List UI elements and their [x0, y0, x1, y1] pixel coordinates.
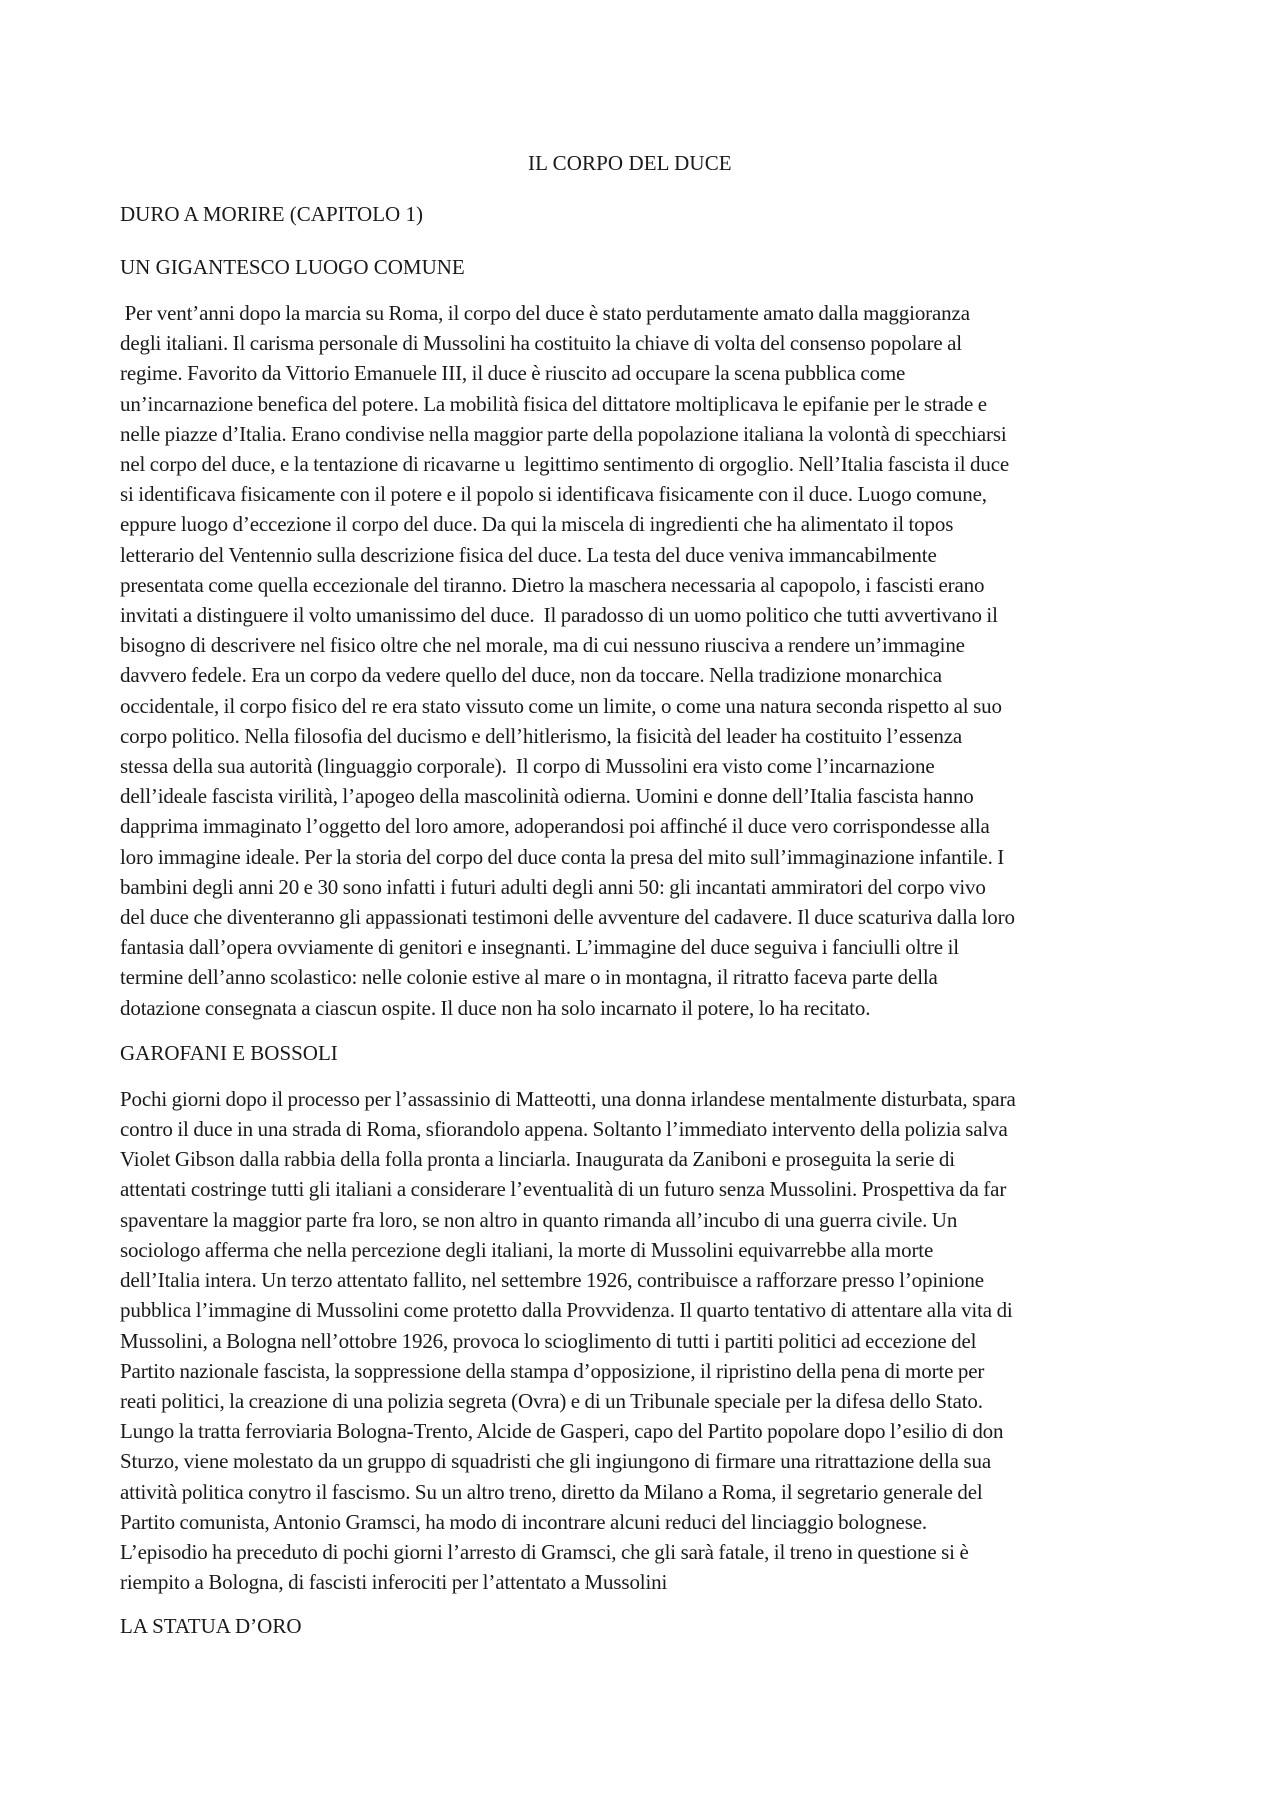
text-line: presentata come quella eccezionale del tiranno. Dietro la maschera necessaria al capopolo, i fascisti erano [120, 572, 985, 597]
text-line: corpo politico. Nella filosofia del ducismo e dell’hitlerismo, la fisicità del leader ha costituito l’essenza [120, 723, 963, 748]
text-line: Lungo la tratta ferroviaria Bologna-Trento, Alcide de Gasperi, capo del Partito popolare dopo l’esilio di don [120, 1419, 1004, 1444]
text-line: pubblica l’immagine di Mussolini come protetto dalla Provvidenza. Il quarto tentativo di attentare alla vita di [120, 1298, 1013, 1323]
text-line: degli italiani. Il carisma personale di Mussolini ha costituito la chiave di volta del consenso popolare al [120, 331, 962, 356]
text-line: bambini degli anni 20 e 30 sono infatti i futuri adulti degli anni 50: gli incantati ammiratori del corpo vivo [120, 874, 986, 899]
text-line: Pochi giorni dopo il processo per l’assassinio di Matteotti, una donna irlandese mentalmente disturbata, spara [120, 1086, 1016, 1111]
text-line: Partito comunista, Antonio Gramsci, ha modo di incontrare alcuni reduci del linciaggio bolognese. [120, 1509, 928, 1534]
text-line: letterario del Ventennio sulla descrizione fisica del duce. La testa del duce veniva immancabilmente [120, 542, 937, 567]
text-line: nel corpo del duce, e la tentazione di ricavarne u legittimo sentimento di orgoglio. Nell’Italia fascista il duce [120, 452, 1010, 477]
text-line: riempito a Bologna, di fascisti inferociti per l’attentato a Mussolini [120, 1570, 668, 1595]
text-line: dell’Italia intera. Un terzo attentato fallito, nel settembre 1926, contribuisce a rafforzare presso l’opinione [120, 1268, 984, 1293]
section-heading-luogo-comune: UN GIGANTESCO LUOGO COMUNE [120, 255, 465, 279]
text-line: attività politica conytro il fascismo. Su un altro treno, diretto da Milano a Roma, il segretario generale del [120, 1479, 983, 1504]
text-line: dell’ideale fascista virilità, l’apogeo della mascolinità odierna. Uomini e donne dell’Italia fascista hanno [120, 784, 974, 809]
text-line: sociologo afferma che nella percezione degli italiani, la morte di Mussolini equivarrebbe alla morte [120, 1237, 934, 1262]
section-heading-garofani: GAROFANI E BOSSOLI [120, 1040, 338, 1065]
text-line: fantasia dall’opera ovviamente di genitori e insegnanti. L’immagine del duce seguiva i fanciulli oltre il [120, 935, 959, 960]
text-line: spaventare la maggior parte fra loro, se non altro in quanto rimanda all’incubo di una guerra civile. Un [120, 1207, 958, 1232]
text-line: loro immagine ideale. Per la storia del corpo del duce conta la presa del mito sull’immaginazione infantile. I [120, 844, 1005, 869]
text-line: regime. Favorito da Vittorio Emanuele III, il duce è riuscito ad occupare la scena pubblica come [120, 361, 906, 386]
text-line: dotazione consegnata a ciascun ospite. Il duce non ha solo incarnato il potere, lo ha recitato. [120, 995, 871, 1020]
document-title: IL CORPO DEL DUCE [528, 151, 732, 175]
text-line: Partito nazionale fascista, la soppressione della stampa d’opposizione, il ripristino della pena di morte per [120, 1358, 985, 1383]
text-line: Violet Gibson dalla rabbia della folla pronta a linciarla. Inaugurata da Zaniboni e proseguita la serie di [120, 1147, 955, 1172]
text-line: invitati a distinguere il volto umanissimo del duce. Il paradosso di un uomo politico che tutti avvertivano il [120, 603, 998, 628]
text-line: bisogno di descrivere nel fisico oltre che nel morale, ma di cui nessuno riusciva a rendere un’immagine [120, 633, 965, 658]
text-line: reati politici, la creazione di una polizia segreta (Ovra) e di un Tribunale speciale per la difesa dello Stato. [120, 1388, 983, 1413]
text-line: L’episodio ha preceduto di pochi giorni l’arresto di Gramsci, che gli sarà fatale, il treno in questione si è [120, 1539, 969, 1564]
text-line: eppure luogo d’eccezione il corpo del duce. Da qui la miscela di ingredienti che ha alimentato il topos [120, 512, 954, 537]
text-line: davvero fedele. Era un corpo da vedere quello del duce, non da toccare. Nella tradizione monarchica [120, 663, 942, 688]
text-line: termine dell’anno scolastico: nelle colonie estive al mare o in montagna, il ritratto faceva parte della [120, 965, 938, 990]
text-line: Mussolini, a Bologna nell’ottobre 1926, provoca lo scioglimento di tutti i partiti politici ad eccezione del [120, 1328, 977, 1353]
section-heading-statua: LA STATUA D’ORO [120, 1614, 302, 1639]
text-line: occidentale, il corpo fisico del re era stato vissuto come un limite, o come una natura seconda rispetto al suo [120, 693, 1002, 718]
paragraph-garofani [120, 1084, 1180, 1597]
document-body [120, 148, 1180, 1641]
text-line: dapprima immaginato l’oggetto del loro amore, adoperandosi poi affinché il duce vero corrispondesse alla [120, 814, 990, 839]
chapter-heading: DURO A MORIRE (CAPITOLO 1) [120, 202, 423, 226]
text-line: un’incarnazione benefica del potere. La mobilità fisica del dittatore moltiplicava le epifanie per le strade e [120, 391, 987, 416]
text-line: stessa della sua autorità (linguaggio corporale). Il corpo di Mussolini era visto come l’incarnazione [120, 754, 935, 779]
text-line: si identificava fisicamente con il potere e il popolo si identificava fisicamente con il duce. Luogo comune, [120, 482, 987, 507]
paragraph-luogo-comune [120, 298, 1180, 1023]
text-line: contro il duce in una strada di Roma, sfiorandolo appena. Soltanto l’immediato intervento della polizia salva [120, 1117, 1008, 1142]
text-line: nelle piazze d’Italia. Erano condivise nella maggior parte della popolazione italiana la volontà di specchiarsi [120, 421, 1007, 446]
text-line: del duce che diventeranno gli appassionati testimoni delle avventure del cadavere. Il duce scaturiva dalla loro [120, 905, 1015, 930]
text-line: attentati costringe tutti gli italiani a considerare l’eventualità di un futuro senza Mussolini. Prospettiva da far [120, 1177, 1007, 1202]
text-line: Per vent’anni dopo la marcia su Roma, il corpo del duce è stato perdutamente amato dalla maggioranza [120, 301, 970, 325]
text-line: Sturzo, viene molestato da un gruppo di squadristi che gli ingiungono di firmare una ritrattazione della sua [120, 1449, 991, 1474]
